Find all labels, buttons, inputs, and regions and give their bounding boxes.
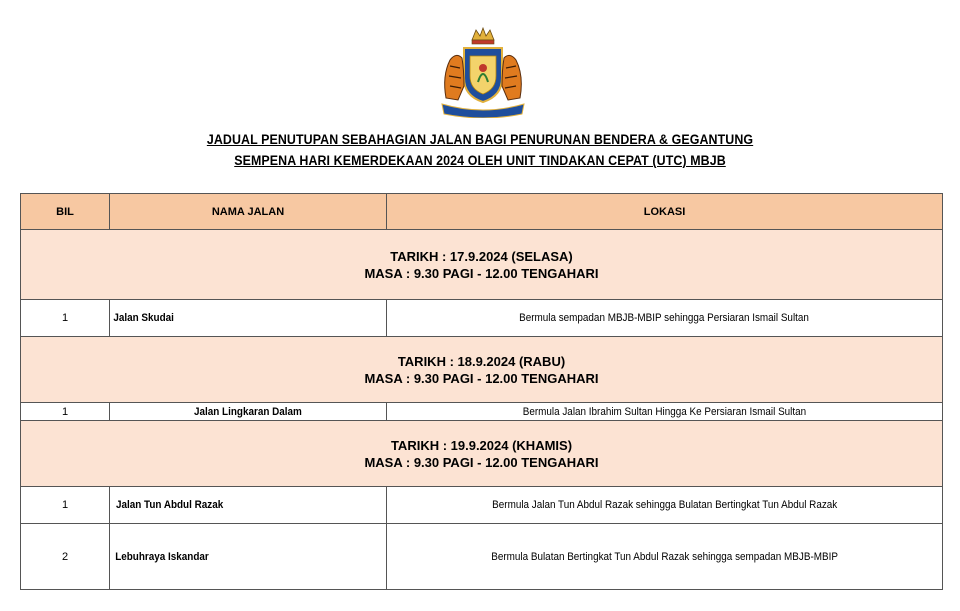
row-road-name bbox=[110, 300, 387, 337]
date-group-cell bbox=[21, 230, 943, 300]
header-road-name: NAMA JALAN bbox=[110, 194, 387, 230]
date-group-cell bbox=[21, 337, 943, 403]
location-text: Bermula Bulatan Bertingkat Tun Abdul Razak sehingga sempadan MBJB-MBIP bbox=[491, 550, 838, 563]
date-group-row bbox=[21, 337, 943, 403]
road-closure-table bbox=[20, 193, 943, 590]
header-bil: BIL bbox=[21, 194, 110, 230]
road-name-text: Jalan Tun Abdul Razak bbox=[115, 499, 224, 511]
row-road-name bbox=[110, 487, 387, 524]
row-location bbox=[387, 403, 943, 421]
row-location bbox=[387, 300, 943, 337]
time-text: MASA : 9.30 PAGI - 12.00 TENGAHARI bbox=[364, 265, 599, 281]
row-road-name bbox=[110, 524, 387, 590]
table-row bbox=[21, 524, 943, 590]
table-header-row bbox=[21, 194, 943, 230]
road-name-text: Jalan Lingkaran Dalam bbox=[194, 405, 302, 418]
row-bil: 1 bbox=[21, 300, 110, 337]
row-road-name bbox=[110, 403, 387, 421]
table-row bbox=[21, 403, 943, 421]
date-text: TARIKH : 18.9.2024 (RABU) bbox=[397, 353, 566, 369]
row-bil: 1 bbox=[21, 403, 110, 421]
row-location bbox=[387, 524, 943, 590]
header-location: LOKASI bbox=[387, 194, 943, 230]
location-text: Bermula sempadan MBJB-MBIP sehingga Persiaran Ismail Sultan bbox=[519, 312, 810, 324]
date-text: TARIKH : 19.9.2024 (KHAMIS) bbox=[390, 437, 573, 453]
document-title-line-1: JADUAL PENUTUPAN SEBAHAGIAN JALAN BAGI PENURUNAN BENDERA & GEGANTUNG bbox=[206, 132, 754, 147]
date-group-row bbox=[21, 230, 943, 300]
location-text: Bermula Jalan Ibrahim Sultan Hingga Ke Persiaran Ismail Sultan bbox=[522, 405, 807, 418]
date-text: TARIKH : 17.9.2024 (SELASA) bbox=[390, 248, 573, 264]
row-bil: 1 bbox=[21, 487, 110, 524]
road-name-text: Jalan Skudai bbox=[113, 312, 174, 324]
date-group-cell bbox=[21, 421, 943, 487]
time-text: MASA : 9.30 PAGI - 12.00 TENGAHARI bbox=[364, 454, 599, 470]
document-title-line-2: SEMPENA HARI KEMERDEKAAN 2024 OLEH UNIT TINDAKAN CEPAT (UTC) MBJB bbox=[234, 153, 726, 168]
table-row bbox=[21, 300, 943, 337]
mbjb-crest-logo bbox=[434, 26, 532, 118]
road-name-text: Lebuhraya Iskandar bbox=[115, 550, 209, 563]
row-location bbox=[387, 487, 943, 524]
location-text: Bermula Jalan Tun Abdul Razak sehingga Bulatan Bertingkat Tun Abdul Razak bbox=[491, 499, 838, 511]
date-group-row bbox=[21, 421, 943, 487]
row-bil: 2 bbox=[21, 524, 110, 590]
time-text: MASA : 9.30 PAGI - 12.00 TENGAHARI bbox=[364, 370, 599, 386]
table-row bbox=[21, 487, 943, 524]
